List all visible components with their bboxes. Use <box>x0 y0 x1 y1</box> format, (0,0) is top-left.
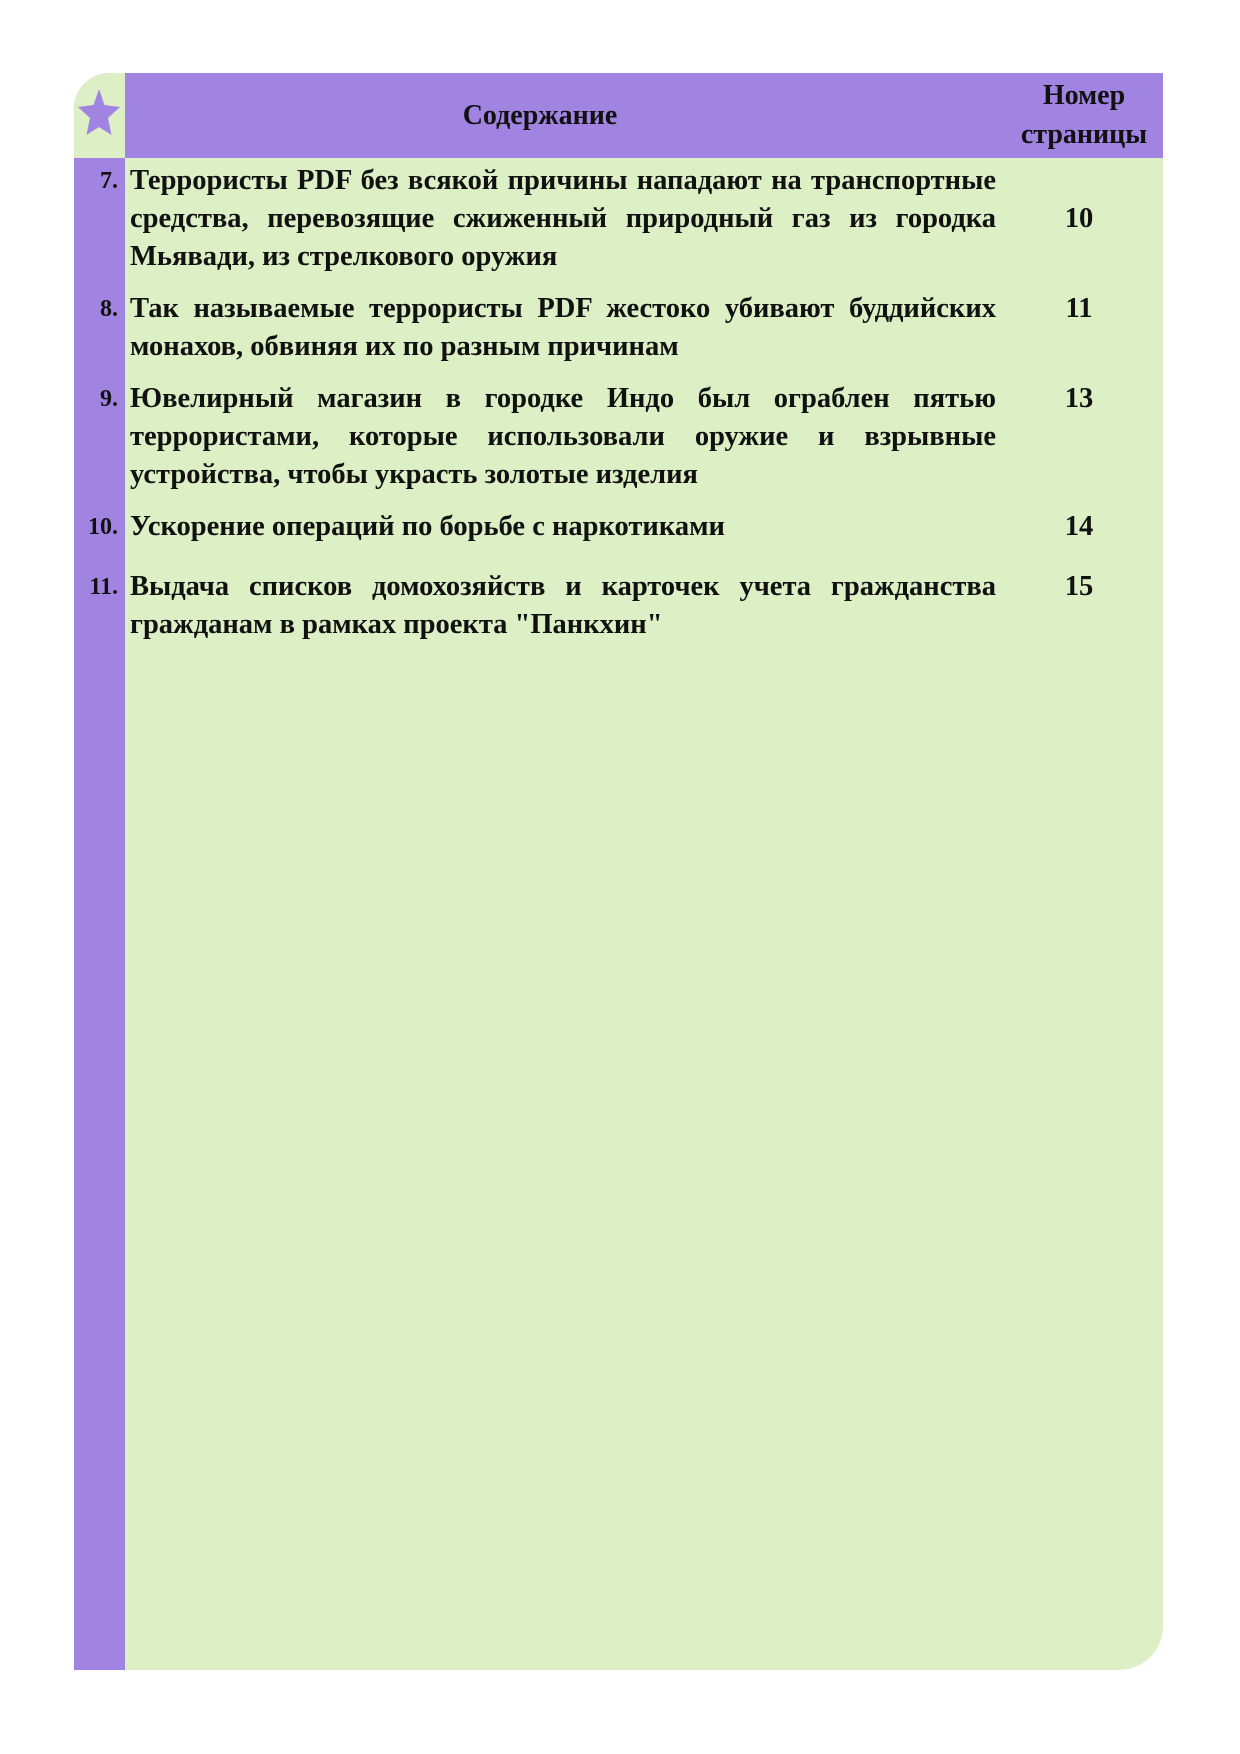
page-number-heading-line2: страницы <box>1020 118 1148 150</box>
entry-number: 9. <box>100 386 118 412</box>
entry-page-number: 13 <box>1064 383 1094 414</box>
entry-number: 7. <box>100 168 118 194</box>
entry-page-number: 14 <box>1064 511 1094 542</box>
entry-number: 10. <box>88 514 118 540</box>
contents-heading: Содержание <box>462 99 618 131</box>
entry-title: Ускорение операций по борьбе с наркотиками <box>130 511 725 542</box>
star-icon <box>78 87 120 141</box>
contents-panel <box>74 73 1163 1670</box>
entry-number: 11. <box>89 574 118 600</box>
corner-cell <box>74 73 125 158</box>
entry-page-number: 10 <box>1064 203 1094 234</box>
entry-title: Так называемые террористы PDF жестоко убивают буддийских монахов, обвиняя их по разным причинам <box>130 293 996 362</box>
entry-page-number: 15 <box>1064 571 1094 602</box>
entry-title: Террористы PDF без всякой причины нападают на транспортные средства, перевозящие сжиженный природный газ из городка Мьявади, из стрелкового оружия <box>130 165 996 272</box>
entry-title: Ювелирный магазин в городке Индо был ограблен пятью террористами, которые использовали оружие и взрывные устройства, чтобы украсть золотые изделия <box>130 383 996 490</box>
entry-title: Выдача списков домохозяйств и карточек учета гражданства гражданам в рамках проекта "Панкхин" <box>130 571 996 640</box>
entry-page-number: 11 <box>1065 293 1093 324</box>
page-number-heading-line1: Номер <box>1042 80 1126 112</box>
entry-number: 8. <box>100 296 118 322</box>
page-number-heading <box>1005 73 1163 158</box>
